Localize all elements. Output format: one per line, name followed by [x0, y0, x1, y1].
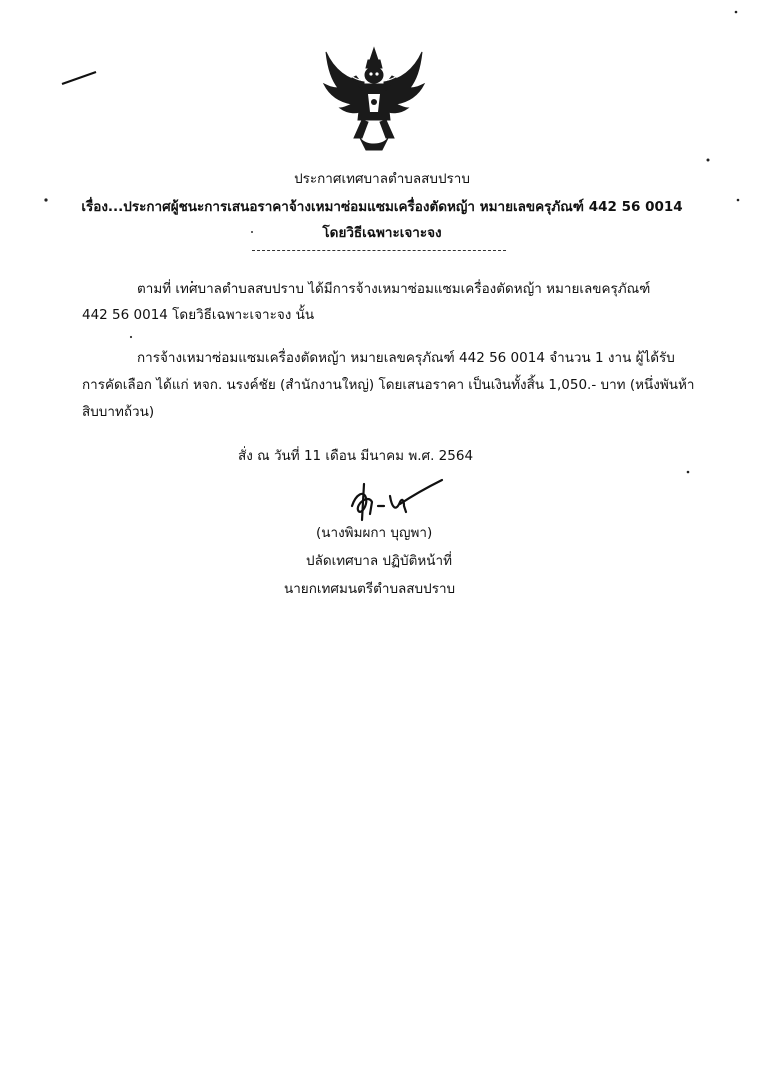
announcement-subject: เรื่อง...ประกาศผู้ชนะการเสนอราคาจ้างเหมาซ่อมแซมเครื่องตัดหญ้า หมายเลขครุภัณฑ์ 442 56 0014 — [81, 199, 683, 215]
garuda-emblem-icon — [318, 42, 430, 154]
paragraph2-line3: สิบบาทถ้วน) — [82, 404, 155, 420]
procurement-method: โดยวิธีเฉพาะเจาะจง — [322, 225, 442, 241]
announcement-title: ประกาศเทศบาลตำบลสบปราบ — [294, 171, 470, 187]
separator-line — [252, 250, 506, 251]
date-line: สั่ง ณ วันที่ 11 เดือน มีนาคม พ.ศ. 2564 — [238, 448, 474, 464]
paragraph1-line1: ตามที่ เทศบาลตำบลสบปราบ ได้มีการจ้างเหมาซ่อมแซมเครื่องตัดหญ้า หมายเลขครุภัณฑ์ — [137, 281, 651, 297]
signatory-position-line2: นายกเทศมนตรีตำบลสบปราบ — [284, 581, 456, 597]
signatory-name: (นางพิมผกา บุญพา) — [316, 525, 433, 541]
paragraph2-line2: การคัดเลือก ได้แก่ หจก. นรงค์ชัย (สำนักงานใหญ่) โดยเสนอราคา เป็นเงินทั้งสิ้น 1,050.- บาท (หนึ่งพันห้า — [82, 377, 695, 393]
paragraph1-line2: 442 56 0014 โดยวิธีเฉพาะเจาะจง นั้น — [82, 307, 315, 323]
signatory-position-line1: ปลัดเทศบาล ปฏิบัติหน้าที่ — [306, 553, 452, 569]
paragraph2-line1: การจ้างเหมาซ่อมแซมเครื่องตัดหญ้า หมายเลขครุภัณฑ์ 442 56 0014 จำนวน 1 งาน ผู้ได้รับ — [137, 350, 675, 366]
handwritten-signature-icon — [338, 476, 448, 522]
